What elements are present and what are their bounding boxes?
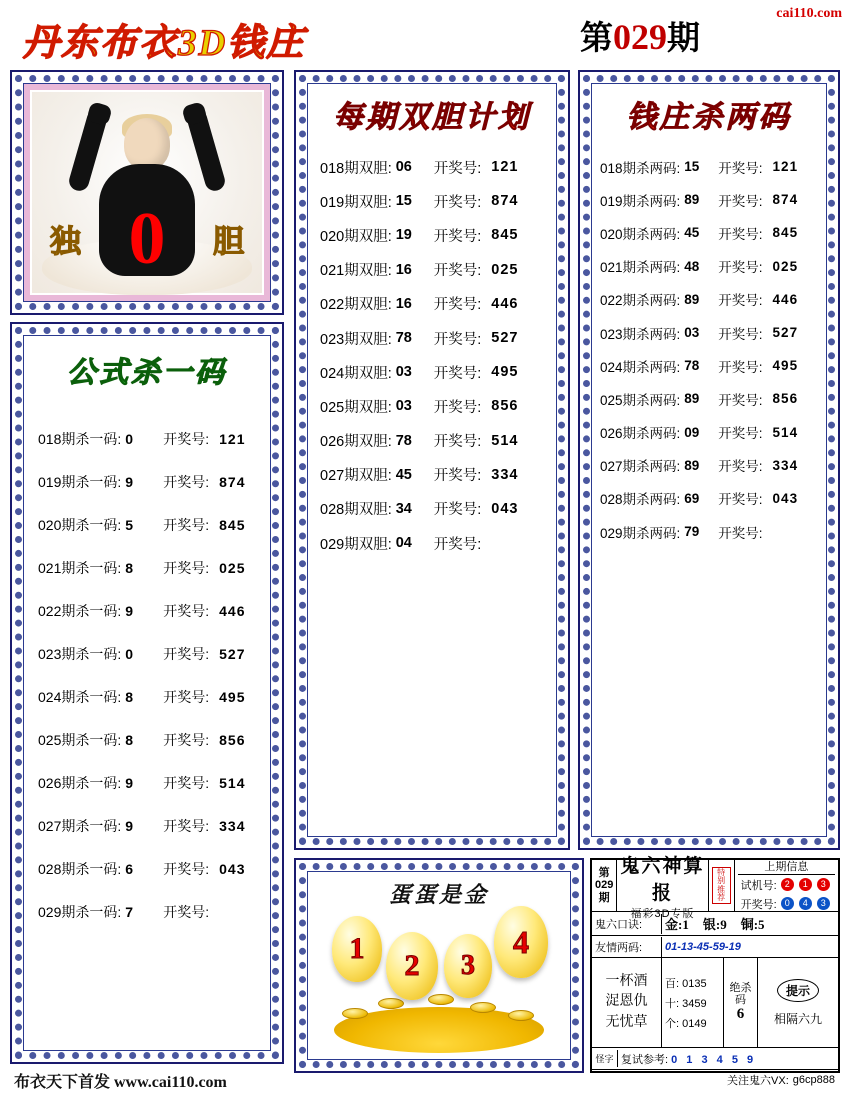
row-value: 19	[395, 227, 412, 244]
row-value: 69	[684, 490, 700, 506]
row-value: 89	[684, 391, 700, 407]
row-value: 0	[125, 430, 134, 447]
row-label: 027期双胆:	[320, 468, 392, 485]
row-result: 121	[219, 430, 246, 447]
info-subtitle: 福彩3D专版	[630, 907, 695, 920]
table-row	[600, 316, 826, 349]
ones-line	[665, 1015, 720, 1031]
row-result: 527	[772, 325, 799, 341]
friend-code-label: 友情两码:	[592, 937, 662, 957]
row-mid: 开奖号:	[718, 160, 763, 176]
row-result: 514	[491, 432, 519, 449]
table-row	[600, 283, 826, 316]
egg-1	[332, 916, 382, 982]
row-value: 16	[395, 295, 412, 312]
table-row	[320, 389, 556, 423]
row-label: 018期杀一码:	[38, 430, 122, 447]
du-character: 独	[50, 224, 81, 259]
table-row	[38, 589, 270, 632]
row-result: 043	[491, 500, 519, 517]
gold-value: 1	[682, 917, 689, 932]
prev-info-label: 上期信息	[738, 858, 835, 875]
gold-label: 金:	[665, 917, 683, 932]
row-value: 8	[125, 559, 134, 576]
ones-label: 个:	[665, 1017, 680, 1030]
formula-kill-one-rows	[24, 391, 270, 933]
row-label: 022期杀一码:	[38, 602, 122, 619]
prev-info-block	[735, 860, 838, 911]
table-row	[320, 150, 556, 184]
row-label: 024期杀两码:	[600, 359, 681, 375]
draw-number-label: 开奖号:	[740, 898, 777, 911]
kill-code-label: 绝杀码	[729, 982, 752, 1007]
mnemonic-row	[592, 912, 838, 936]
kill-two-codes-rows	[592, 136, 826, 548]
info-issue-number: 029	[595, 879, 614, 892]
table-row	[38, 675, 270, 718]
info-header-row	[592, 855, 838, 920]
row-value: 09	[684, 424, 700, 440]
friend-code-value: 01-13-45-59-19	[665, 940, 741, 953]
row-label: 020期双胆:	[320, 228, 392, 245]
row-result: 856	[772, 391, 799, 407]
tens-value: 3459	[682, 997, 707, 1010]
row-value: 78	[395, 432, 412, 449]
row-value: 78	[395, 330, 412, 347]
big-number: 0	[128, 198, 166, 280]
footer-text: 布衣天下首发 www.cai110.com	[14, 1074, 227, 1091]
table-row	[38, 546, 270, 589]
row-result: 856	[219, 731, 246, 748]
table-row	[600, 416, 826, 449]
row-mid: 开奖号:	[718, 392, 763, 408]
row-result: 334	[219, 817, 246, 834]
row-result: 845	[219, 516, 246, 533]
site-brand: 丹东布衣3D钱庄	[22, 23, 306, 64]
row-mid: 开奖号:	[163, 516, 210, 533]
digit-positions-block	[662, 958, 724, 1047]
review-row	[592, 1048, 838, 1070]
formula-kill-one-title: 公式杀一码	[66, 357, 227, 389]
row-result: 874	[491, 193, 519, 210]
mnemonic-values	[662, 912, 838, 935]
table-row	[38, 718, 270, 761]
row-result: 121	[491, 159, 519, 176]
vx-label: 关注鬼六VX:	[727, 1075, 789, 1087]
table-row	[320, 184, 556, 218]
row-result: 527	[491, 330, 519, 347]
seal-label: 怪字	[595, 1054, 614, 1064]
poem-line-1: 一杯酒	[605, 974, 648, 990]
row-result: 043	[219, 860, 246, 877]
eggs-title: 蛋蛋是金	[388, 882, 490, 907]
row-label: 029期杀一码:	[38, 903, 122, 920]
row-mid: 开奖号:	[433, 365, 482, 382]
row-label: 018期杀两码:	[600, 160, 681, 176]
row-result: 845	[772, 225, 799, 241]
formula-kill-one-inner	[23, 335, 271, 1051]
row-result: 495	[219, 688, 246, 705]
info-title-block	[617, 855, 708, 920]
table-row	[320, 321, 556, 355]
hint-text: 相隔六九	[773, 1011, 822, 1026]
row-value: 89	[684, 291, 700, 307]
row-value: 34	[395, 500, 412, 517]
double-dan-plan-rows	[308, 136, 556, 560]
row-mid: 开奖号:	[163, 602, 210, 619]
row-mid: 开奖号:	[433, 160, 482, 177]
row-label: 026期双胆:	[320, 434, 392, 451]
golden-eggs-panel	[294, 858, 584, 1073]
row-label: 019期杀两码:	[600, 193, 681, 209]
coin-icon	[508, 1010, 534, 1021]
hint-block	[758, 958, 838, 1047]
row-result: 121	[772, 159, 799, 175]
row-result: 025	[491, 261, 519, 278]
row-value: 48	[684, 258, 700, 274]
row-value: 15	[684, 159, 700, 175]
hundreds-label: 百:	[665, 977, 680, 990]
double-dan-plan-title: 每期双胆计划	[333, 101, 531, 134]
double-dan-plan-inner	[307, 83, 557, 837]
row-mid: 开奖号:	[718, 359, 763, 375]
row-result: 514	[772, 424, 799, 440]
row-label: 029期杀两码:	[600, 525, 681, 541]
egg-2-label: 2	[404, 949, 420, 982]
row-label: 024期杀一码:	[38, 688, 122, 705]
egg-3	[444, 934, 492, 998]
row-label: 018期双胆:	[320, 160, 392, 177]
vx-value: g6cp888	[792, 1074, 835, 1086]
row-value: 9	[125, 602, 134, 619]
table-row	[600, 150, 826, 183]
coin-icon	[428, 994, 454, 1005]
review-cell	[618, 1049, 838, 1069]
row-result: 446	[219, 602, 246, 619]
table-row	[320, 218, 556, 252]
row-result: 527	[219, 645, 246, 662]
issue-suffix: 期	[667, 21, 700, 57]
row-label: 026期杀一码:	[38, 774, 122, 791]
info-title: 鬼六神算报	[620, 855, 705, 904]
table-row	[38, 890, 270, 933]
row-mid: 开奖号:	[163, 817, 210, 834]
friend-code-row	[592, 936, 838, 958]
recommend-stamp: 特别推荐	[712, 867, 731, 905]
row-mid: 开奖号:	[163, 903, 210, 920]
row-mid: 开奖号:	[163, 473, 210, 490]
row-result: 334	[772, 457, 799, 473]
test-number-label: 试机号:	[740, 879, 777, 892]
row-result: 874	[219, 473, 246, 490]
row-mid: 开奖号:	[718, 260, 763, 276]
row-value: 78	[684, 358, 700, 374]
row-mid: 开奖号:	[718, 326, 763, 342]
vx-row	[592, 1070, 838, 1090]
table-row	[320, 355, 556, 389]
egg-1-label: 1	[349, 932, 365, 965]
table-row	[320, 526, 556, 560]
row-mid: 开奖号:	[718, 492, 763, 508]
poem-line-3: 无忧草	[605, 1014, 648, 1030]
row-label: 023期双胆:	[320, 331, 392, 348]
row-value: 45	[684, 225, 700, 241]
formula-kill-one-panel	[10, 322, 284, 1064]
row-mid: 开奖号:	[433, 194, 482, 211]
row-label: 028期双胆:	[320, 502, 392, 519]
left-arm	[67, 107, 109, 193]
row-label: 024期双胆:	[320, 365, 392, 382]
row-value: 9	[125, 817, 134, 834]
dandan-image-panel	[10, 70, 284, 315]
guiliu-info-box	[590, 855, 840, 1087]
row-value: 03	[395, 364, 412, 381]
table-row	[38, 761, 270, 804]
row-value: 16	[395, 261, 412, 278]
seal-cell	[592, 1050, 618, 1067]
row-mid: 开奖号:	[163, 430, 210, 447]
info-issue-prefix: 第	[598, 866, 610, 879]
row-result: 043	[772, 490, 799, 506]
copper-pair	[741, 914, 765, 933]
tens-label: 十:	[665, 997, 680, 1010]
row-label: 025期杀一码:	[38, 731, 122, 748]
info-issue-column	[592, 860, 617, 911]
page-header	[0, 0, 850, 66]
row-label: 023期杀两码:	[600, 326, 681, 342]
info-issue-suffix: 期	[598, 891, 610, 904]
table-row	[600, 183, 826, 216]
row-mid: 开奖号:	[163, 645, 210, 662]
hint-badge: 提示	[777, 979, 819, 1002]
issue-number: 029	[613, 17, 667, 57]
dan-character: 胆	[213, 224, 244, 259]
row-mid: 开奖号:	[433, 399, 482, 416]
kill-two-codes-title: 钱庄杀两码	[626, 101, 792, 134]
row-label: 028期杀两码:	[600, 492, 681, 508]
table-row	[600, 349, 826, 382]
row-mid: 开奖号:	[718, 459, 763, 475]
table-row	[600, 515, 826, 548]
row-value: 6	[125, 860, 134, 877]
coin-icon	[378, 998, 404, 1009]
row-mid: 开奖号:	[718, 226, 763, 242]
row-result: 446	[772, 291, 799, 307]
double-dan-plan-panel	[294, 70, 570, 850]
mnemonic-label: 鬼六口诀:	[592, 914, 662, 934]
row-label: 027期杀两码:	[600, 459, 681, 475]
table-row	[600, 382, 826, 415]
golden-eggs-inner	[307, 871, 571, 1060]
row-value: 9	[125, 774, 134, 791]
row-label: 021期双胆:	[320, 263, 392, 280]
row-mid: 开奖号:	[433, 468, 482, 485]
issue-prefix: 第	[580, 21, 613, 57]
test-number-line	[738, 875, 835, 894]
row-mid: 开奖号:	[718, 193, 763, 209]
kill-two-codes-inner	[591, 83, 827, 837]
tens-line	[665, 995, 720, 1011]
issue-title	[580, 12, 700, 59]
test-ball-2: 1	[799, 878, 812, 891]
table-row	[320, 492, 556, 526]
row-result: 446	[491, 295, 519, 312]
row-mid: 开奖号:	[163, 559, 210, 576]
row-value: 79	[684, 524, 700, 540]
test-ball-3: 3	[817, 878, 830, 891]
draw-number-line	[738, 894, 835, 913]
table-row	[320, 253, 556, 287]
eggs-stage	[308, 872, 570, 1059]
row-mid: 开奖号:	[163, 688, 210, 705]
silver-label: 银:	[702, 917, 721, 932]
egg-3-label: 3	[461, 950, 475, 981]
row-mid: 开奖号:	[163, 774, 210, 791]
kill-code-value: 6	[736, 1006, 745, 1023]
silver-value: 9	[720, 917, 727, 932]
row-value: 45	[395, 466, 412, 483]
row-mid: 开奖号:	[433, 297, 482, 314]
row-label: 020期杀两码:	[600, 226, 681, 242]
row-mid: 开奖号:	[163, 860, 210, 877]
row-label: 026期杀两码:	[600, 426, 681, 442]
table-row	[38, 460, 270, 503]
row-value: 03	[395, 398, 412, 415]
row-value: 04	[395, 535, 412, 552]
row-mid: 开奖号:	[163, 731, 210, 748]
row-value: 89	[684, 457, 700, 473]
row-value: 5	[125, 516, 134, 533]
row-mid: 开奖号:	[718, 426, 763, 442]
row-mid: 开奖号:	[433, 228, 482, 245]
row-result: 856	[491, 398, 519, 415]
table-row	[38, 804, 270, 847]
hundreds-line	[665, 975, 720, 991]
row-value: 15	[395, 193, 412, 210]
row-value: 7	[125, 903, 134, 920]
row-label: 022期双胆:	[320, 297, 392, 314]
row-result: 495	[491, 364, 519, 381]
row-result: 025	[772, 258, 799, 274]
table-row	[600, 250, 826, 283]
row-label: 025期双胆:	[320, 399, 392, 416]
copper-label: 铜:	[740, 917, 759, 932]
row-label: 021期杀一码:	[38, 559, 122, 576]
table-row	[600, 482, 826, 515]
row-value: 0	[125, 645, 134, 662]
row-label: 019期双胆:	[320, 194, 392, 211]
table-row	[600, 216, 826, 249]
row-result: 025	[219, 559, 246, 576]
row-result: 514	[219, 774, 246, 791]
table-row	[38, 847, 270, 890]
egg-4-label: 4	[513, 923, 529, 960]
row-label: 022期杀两码:	[600, 293, 681, 309]
image-stage	[24, 84, 270, 301]
coin-icon	[470, 1002, 496, 1013]
test-ball-1: 2	[781, 878, 794, 891]
draw-ball-3: 3	[817, 897, 830, 910]
row-label: 023期杀一码:	[38, 645, 122, 662]
poem-block	[592, 958, 662, 1047]
row-label: 020期杀一码:	[38, 516, 122, 533]
row-result: 874	[772, 192, 799, 208]
row-value: 8	[125, 731, 134, 748]
row-result: 495	[772, 358, 799, 374]
row-value: 9	[125, 473, 134, 490]
table-row	[38, 632, 270, 675]
table-row	[38, 417, 270, 460]
row-mid: 开奖号:	[433, 434, 482, 451]
coin-icon	[342, 1008, 368, 1019]
row-mid: 开奖号:	[433, 536, 482, 553]
row-value: 06	[395, 159, 412, 176]
info-stamp-cell	[709, 860, 735, 911]
row-label: 029期双胆:	[320, 536, 392, 553]
right-arm	[185, 107, 227, 193]
row-mid: 开奖号:	[433, 502, 482, 519]
egg-2	[386, 932, 438, 1000]
row-mid: 开奖号:	[433, 263, 482, 280]
gold-pair	[665, 914, 689, 933]
hundreds-value: 0135	[682, 977, 707, 990]
row-label: 021期杀两码:	[600, 260, 681, 276]
draw-ball-1: 0	[781, 897, 794, 910]
poem-line-2: 浞恩仇	[605, 994, 648, 1010]
row-value: 8	[125, 688, 134, 705]
draw-ball-2: 4	[799, 897, 812, 910]
watermark-logo: cai110.com	[776, 6, 842, 21]
row-value: 89	[684, 192, 700, 208]
row-label: 027期杀一码:	[38, 817, 122, 834]
row-label: 028期杀一码:	[38, 860, 122, 877]
row-label: 019期杀一码:	[38, 473, 122, 490]
row-mid: 开奖号:	[718, 293, 763, 309]
row-value: 03	[684, 325, 700, 341]
row-result: 334	[491, 466, 519, 483]
table-row	[320, 458, 556, 492]
ones-value: 0149	[682, 1017, 707, 1030]
row-result: 845	[491, 227, 519, 244]
table-row	[38, 503, 270, 546]
vx-cell	[592, 1070, 838, 1090]
copper-value: 5	[758, 917, 765, 932]
table-row	[600, 449, 826, 482]
detail-row	[592, 958, 838, 1048]
kill-two-codes-panel	[578, 70, 840, 850]
image-panel-inner	[23, 83, 271, 302]
review-label: 复试参考:	[621, 1053, 669, 1066]
row-mid: 开奖号:	[718, 525, 763, 541]
silver-pair	[703, 914, 727, 933]
row-label: 025期杀两码:	[600, 392, 681, 408]
head-shape	[124, 118, 170, 170]
table-row	[320, 287, 556, 321]
row-mid: 开奖号:	[433, 331, 482, 348]
egg-4	[494, 906, 548, 978]
review-value: 0 1 3 4 5 9	[671, 1053, 757, 1066]
table-row	[320, 424, 556, 458]
kill-code-block	[724, 958, 758, 1047]
